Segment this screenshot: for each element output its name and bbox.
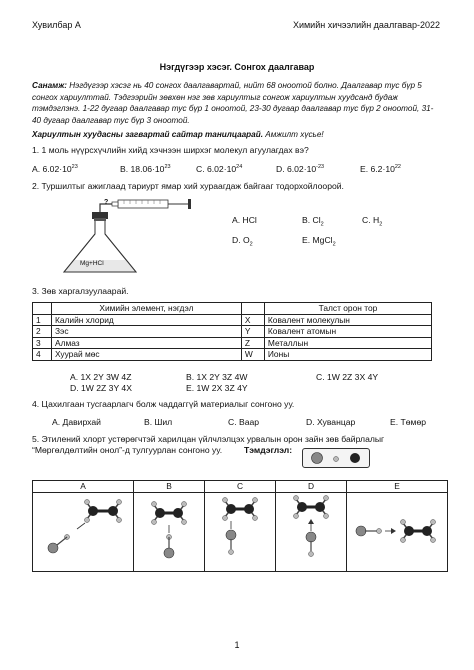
q1-option-e: E. $6.2\cdot 10^{22}$ [360,164,401,174]
question-5-line1: 5. Этилений хлорт устөрөгчтэй харилцан үйлчлэлцэх урвалын орон зайн зөв байрлалыг [32,434,385,444]
section-title: Нэгдүгээр хэсэг. Сонгох даалгавар [159,62,315,72]
figure-label-c: C [205,481,276,493]
syringe-question-mark: ? [104,199,109,206]
q2-option-d: D. $O_2$ [232,235,253,248]
q2-option-b: B. $Cl_2$ [302,215,324,228]
atom-legend-icon [303,449,369,467]
q3-option-e: E. 1W 2X 3Z 4Y [186,383,248,393]
q4-option-a: A. Давирхай [52,417,101,427]
flask-label: Mg+HCl [80,260,104,267]
table-header-row [33,303,432,315]
note-text: Нэгдүгээр хэсэг нь 40 сонгох даалгавартай, нийт 68 оноотой болно. Даалгавар тус бүр 5 сонгох хариулттай. Тэдгээрийн зөвхөн нэг зөв хариултыг сонгож хариултын хуудсанд будаж тэмдэглэнэ. 1-22 дугаар даалгавар тус бүр 1 оноотой, 23-30 дугаар даалгавар тус бүр 2 оноотой, 31-40 дугаар даалгавар тус бүр 3 оноотой. [32,81,434,125]
question-3: 3. Зөв харгалзуулаарай. [32,286,129,296]
syringe-icon [112,199,191,209]
table-row: 1 Калийн хлорид X Ковалент молекулын [33,314,432,326]
table-row: 3 Алмаз Z Металлын [33,337,432,349]
q3-option-a: A. 1X 2Y 3W 4Z [70,372,132,382]
figure-label-d: D [276,481,347,493]
q1-option-a: A. $6.02\cdot 10^{23}$ [32,164,78,174]
q4-option-e: E. Төмөр [390,417,427,427]
figure-image-row [33,492,448,571]
figure-label-e: E [347,481,448,493]
table-row: 2 Зэс Y Ковалент атомын [33,326,432,338]
instruction-bold: Хариултын хуудасны загвартай сайтар танилцаарай. [32,130,264,139]
q3-option-b: B. 1X 2Y 3Z 4W [186,372,248,382]
molecule-collision-d-icon [276,493,346,567]
figure-c [205,492,276,571]
atom-legend [302,448,370,468]
figure-b [134,492,205,571]
molecule-collision-e-icon [347,493,447,567]
figure-label-b: B [134,481,205,493]
question-1: 1. 1 моль нүүрсхүчлийн хийд хэчнээн ширхэг молекул агуулагдах вэ? [32,145,309,155]
question-5-line2: “Мөргөлдөлтийн онол”-д тулгуурлан сонгоно уу. [32,445,223,455]
exam-title: Химийн хичээлийн даалгавар-2022 [292,20,440,30]
reaction-figures-table [32,480,448,572]
q2-option-e: E. MgCl$_2$ [302,235,336,248]
q4-option-d: D. Хуванцар [306,417,356,427]
column-header: Талст орон тор [264,303,431,315]
question-4: 4. Цахилгаан тусгаарлагч болж чаддаггүй материалыг сонгоно уу. [32,399,295,409]
q4-option-b: B. Шил [144,417,173,427]
molecule-collision-c-icon [205,493,275,567]
figure-e [347,492,448,571]
figure-label-a: A [33,481,134,493]
matching-table [32,302,432,361]
molecule-collision-b-icon [134,493,204,567]
molecule-collision-a-icon [33,493,133,567]
column-header: Химийн элемент, нэгдэл [52,303,242,315]
instruction-rest: Амжилт хүсье! [263,130,324,139]
note-label: Санамж: [32,81,67,90]
legend-label: Тэмдэглэл: [244,445,293,455]
q3-option-c: C. 1W 2Z 3X 4Y [316,372,379,382]
q4-option-c: C. Ваар [228,417,260,427]
flask-syringe-illustration [50,194,200,276]
instructions-note [32,80,442,126]
q1-option-b: B. $18.06\cdot 10^{23}$ [120,164,171,174]
figure-a [33,492,134,571]
page-number: 1 [234,640,240,650]
answer-sheet-instruction [32,130,324,140]
table-row: 4 Хуурай мөс W Ионы [33,349,432,361]
q3-option-d: D. 1W 2Z 3Y 4X [70,383,132,393]
q2-option-a: A. HCl [232,215,257,225]
figure-header-row [33,481,448,493]
q2-option-c: C. $H_2$ [362,215,383,228]
q1-option-c: C. $6.02\cdot 10^{24}$ [196,164,243,174]
variant-label: Хувилбар А [32,20,81,30]
q1-option-d: D. $6.02\cdot 10^{-23}$ [276,164,325,174]
question-2: 2. Туршилтыг ажиглаад тариурт ямар хий хураагдаж байгааг тодорхойлоорой. [32,181,344,191]
figure-d [276,492,347,571]
